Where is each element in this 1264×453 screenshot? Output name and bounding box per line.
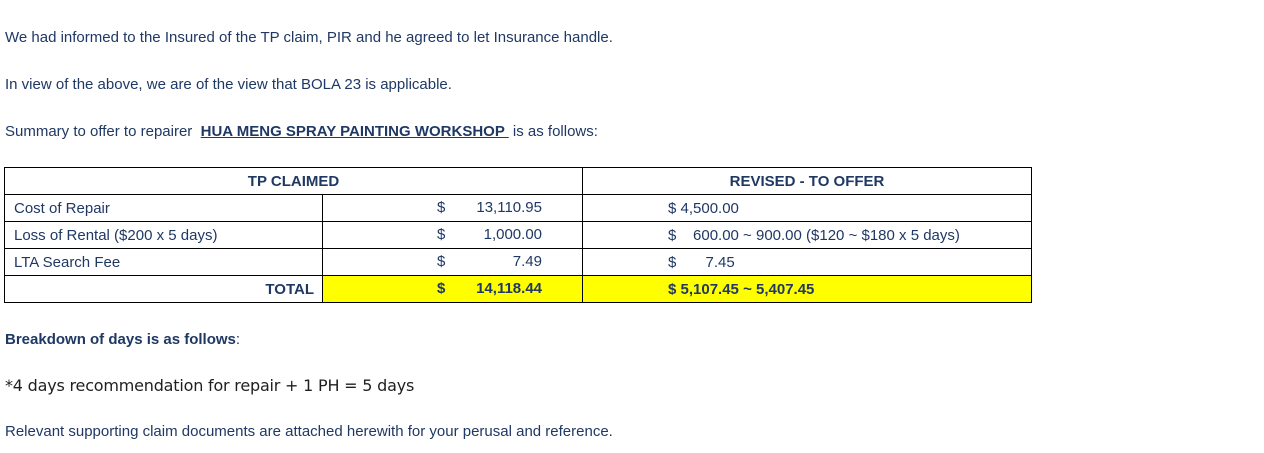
table-total-row (5, 276, 1032, 303)
paragraph-bola-applicable: In view of the above, we are of the view that BOLA 23 is applicable. (5, 76, 452, 93)
breakdown-heading (5, 331, 240, 349)
currency-symbol: $ (437, 199, 446, 216)
total-label: TOTAL (5, 276, 323, 303)
breakdown-colon: : (235, 331, 241, 348)
table-row (5, 222, 1032, 249)
offer-amount-cost-of-repair: $ 4,500.00 (583, 195, 1032, 222)
row-label-cost-of-repair: Cost of Repair (5, 195, 323, 222)
repairer-name: HUA MENG SPRAY PAINTING WORKSHOP (200, 123, 509, 140)
claimed-value: 13,110.95 (476, 199, 542, 216)
currency-symbol: $ (437, 280, 446, 297)
claimed-amount-cost-of-repair (323, 195, 583, 222)
summary-suffix: is as follows: (508, 123, 598, 140)
paragraph-informed-insured: We had informed to the Insured of the TP claim, PIR and he agreed to let Insurance handle. (5, 29, 613, 46)
table-header-row (5, 168, 1032, 195)
claim-summary-table (4, 167, 1032, 303)
offer-total: $ 5,107.45 ~ 5,407.45 (583, 276, 1032, 303)
summary-prefix: Summary to offer to repairer (5, 123, 201, 140)
closing-paragraph: Relevant supporting claim documents are attached herewith for your perusal and reference. (5, 423, 613, 440)
row-label-loss-of-rental: Loss of Rental ($200 x 5 days) (5, 222, 323, 249)
row-label-lta-search-fee: LTA Search Fee (5, 249, 323, 276)
table-row (5, 195, 1032, 222)
claimed-value: 1,000.00 (483, 226, 542, 243)
offer-amount-lta-search-fee: $ 7.45 (583, 249, 1032, 276)
paragraph-summary-intro (5, 123, 598, 141)
claimed-total (323, 276, 583, 303)
breakdown-title: Breakdown of days is as follows (5, 331, 236, 348)
recommendation-note: *4 days recommendation for repair + 1 PH = 5 days (5, 376, 415, 395)
table-row (5, 249, 1032, 276)
claimed-total-value: 14,118.44 (476, 280, 542, 297)
claimed-amount-loss-of-rental (323, 222, 583, 249)
claimed-value: 7.49 (512, 253, 542, 270)
currency-symbol: $ (437, 253, 446, 270)
header-revised-offer: REVISED - TO OFFER (583, 168, 1032, 195)
header-tp-claimed: TP CLAIMED (5, 168, 583, 195)
claimed-amount-lta-search-fee (323, 249, 583, 276)
offer-amount-loss-of-rental: $ 600.00 ~ 900.00 ($120 ~ $180 x 5 days) (583, 222, 1032, 249)
currency-symbol: $ (437, 226, 446, 243)
